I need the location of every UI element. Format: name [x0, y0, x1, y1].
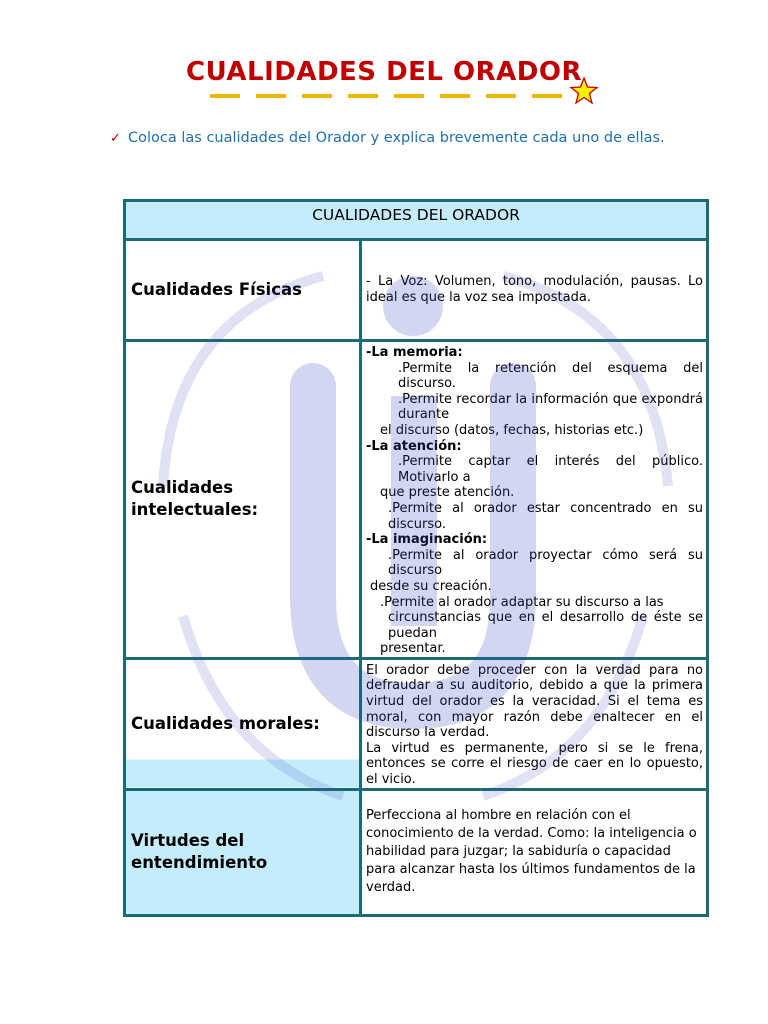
row-text-intelectuales: [361, 341, 708, 659]
star-icon: [569, 76, 599, 106]
instruction: [110, 128, 670, 148]
imaginacion-line: presentar.: [380, 641, 446, 657]
imaginacion-title: -La imaginación:: [366, 532, 488, 548]
table-row: [125, 658, 708, 789]
page-title: CUALIDADES DEL ORADOR: [186, 57, 582, 87]
memoria-line: .Permite recordar la información que expondrá durante: [398, 391, 704, 423]
memoria-title: -La memoria:: [366, 345, 463, 360]
row-label-entendimiento: Virtudes del entendimiento: [125, 789, 361, 915]
atencion-title: -La atención:: [366, 438, 462, 454]
check-icon: ✓: [110, 131, 121, 146]
atencion-line: .Permite captar el interés del público. Motivarlo a: [398, 454, 704, 485]
imaginacion-line: .Permite al orador adaptar su discurso a las: [380, 594, 664, 610]
memoria-line: el discurso (datos, fechas, historias etc.): [380, 422, 644, 438]
row-label-fisicas: Cualidades Físicas: [125, 240, 361, 341]
row-text-entendimiento: Perfecciona al hombre en relación con el conocimiento de la verdad. Como: la inteligencia o habilidad para juzgar; la sabiduría o capacidad para alcanzar hasta los últimos fundamentos de la verdad.: [361, 789, 708, 915]
imaginacion-line: .Permite al orador proyectar cómo será su discurso: [388, 547, 704, 579]
morales-paragraph: La virtud es permanente, pero si se le frena, entonces se corre el riesgo de caer en lo opuesto, el vicio.: [366, 740, 704, 788]
instruction-text: Coloca las cualidades del Orador y explica brevemente cada uno de ellas.: [128, 130, 665, 146]
table-header: CUALIDADES DEL ORADOR: [125, 201, 708, 240]
morales-paragraph: El orador debe proceder con la verdad para no defraudar a su auditorio, debido a que la primera virtud del orador es la veracidad. Si el tema es moral, con mayor razón debe enaltecer en el discurso la verdad.: [366, 662, 704, 741]
atencion-line: .Permite al orador estar concentrado en su discurso.: [388, 500, 704, 532]
row-text-fisicas: - La Voz: Volumen, tono, modulación, pausas. Lo ideal es que la voz sea impostada.: [361, 240, 708, 341]
memoria-line: .Permite la retención del esquema del discurso.: [398, 360, 704, 392]
table-row: [125, 789, 708, 915]
title-underline-dashes: [210, 94, 580, 98]
atencion-line: que preste atención.: [380, 485, 515, 501]
row-label-morales: Cualidades morales:: [125, 658, 361, 789]
row-text-morales: [361, 658, 708, 789]
table-row: [125, 341, 708, 659]
row-label-intelectuales: Cualidades intelectuales:: [125, 341, 361, 659]
imaginacion-line: circunstancias que en el desarrollo de éste se puedan: [388, 610, 704, 641]
imaginacion-line: desde su creación.: [370, 578, 492, 594]
table-row: [125, 240, 708, 341]
qualities-table: [123, 199, 709, 917]
